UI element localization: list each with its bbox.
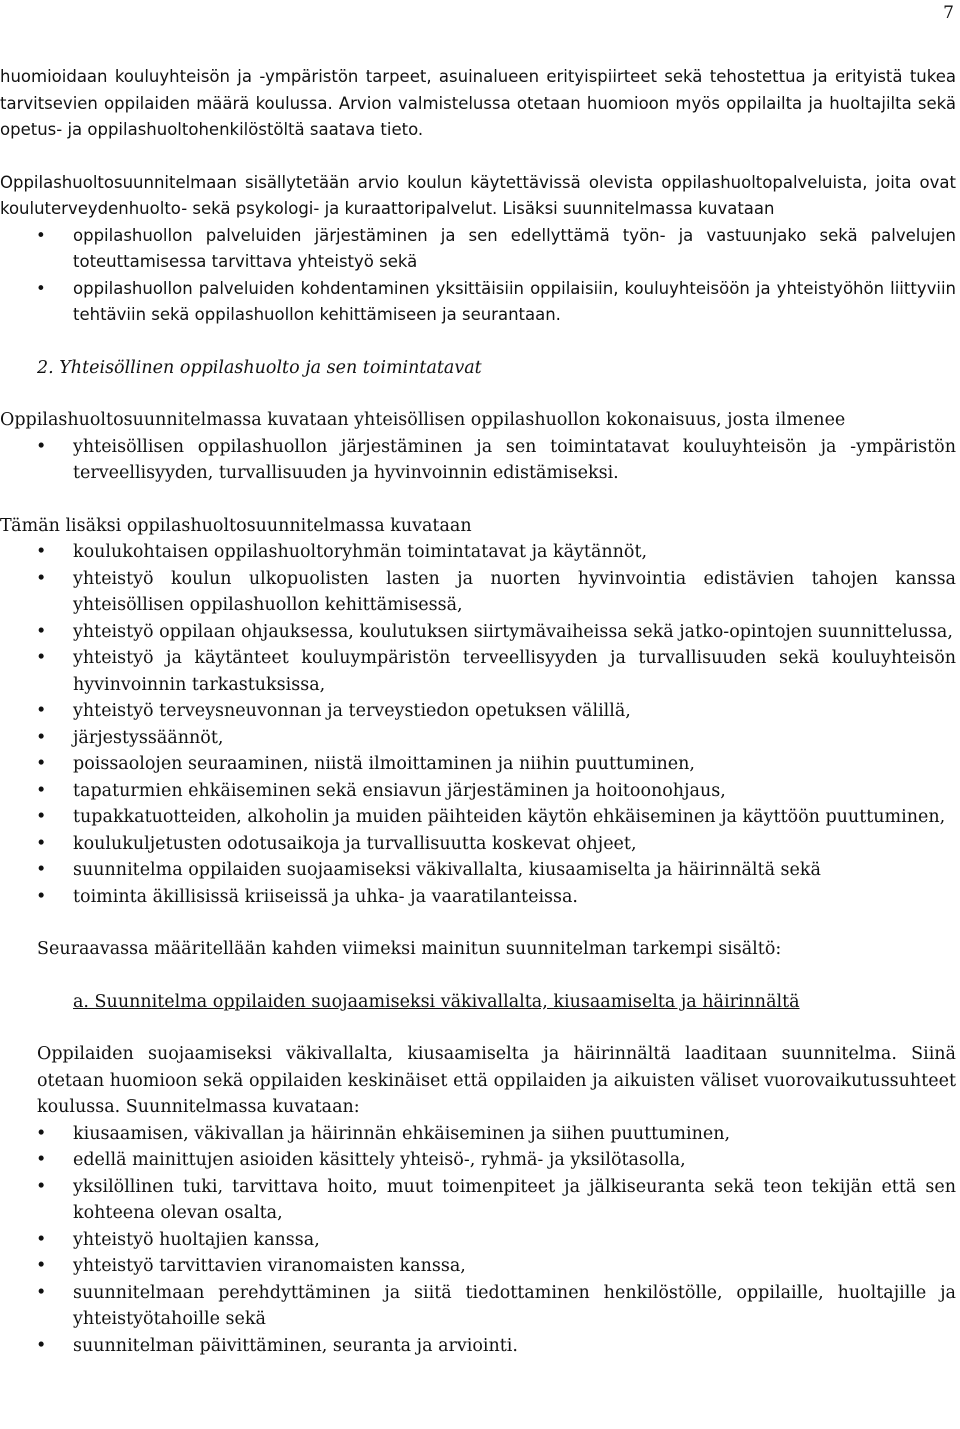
list-item: • yhteistyö koulun ulkopuolisten lasten ja nuorten hyvinvointia edistävien tahojen kanssa yhteisöllisen oppilashuollon kehittämisessä,	[0, 566, 956, 619]
section2-bullet-list	[0, 434, 956, 487]
bullet-icon: •	[36, 648, 47, 668]
additional-bullet-list	[0, 539, 956, 910]
spacer	[0, 963, 956, 989]
bullet-icon: •	[36, 754, 47, 774]
bullet-icon: •	[36, 542, 47, 562]
list-item: • yhteisöllisen oppilashuollon järjestäminen ja sen toimintatavat kouluyhteisön ja -ympäristön terveellisyyden, turvallisuuden ja hyvinvoinnin edistämiseksi.	[0, 434, 956, 487]
list-item: • yhteistyö oppilaan ohjauksessa, koulutuksen siirtymävaiheissa sekä jatko-opintojen suunnittelussa,	[0, 619, 956, 646]
additional-paragraph: Tämän lisäksi oppilashuoltosuunnitelmassa kuvataan	[0, 515, 472, 536]
spacer	[0, 487, 956, 513]
intro-paragraph: huomioidaan kouluyhteisön ja -ympäristön tarpeet, asuinalueen erityispiirteet sekä tehostettua ja erityistä tukea tarvitsevien oppilaiden määrä koulussa. Arvion valmistelussa otetaan huomioon myös oppilailta ja huoltajilta sekä opetus- ja oppilashuoltohenkilöstöltä saatava tieto.	[0, 67, 956, 139]
bullet-icon: •	[36, 727, 47, 748]
bullet-icon: •	[36, 1123, 47, 1144]
subsection-bullet-list	[0, 1121, 956, 1360]
list-item: • yksilöllinen tuki, tarvittava hoito, muut toimenpiteet ja jälkiseuranta sekä teon tekijän että sen kohteena olevan osalta,	[0, 1174, 956, 1227]
list-item: • koulukuljetusten odotusaikoja ja turvallisuutta koskevat ohjeet,	[0, 831, 956, 858]
spacer	[0, 910, 956, 936]
spacer	[0, 1015, 956, 1041]
section2-paragraph: Oppilashuoltosuunnitelmassa kuvataan yhteisöllisen oppilashuollon kokonaisuus, josta ilmenee	[0, 410, 846, 430]
page-number: 7	[943, 3, 954, 23]
list-item: • edellä mainittujen asioiden käsittely yhteisö-, ryhmä- ja yksilötasolla,	[0, 1147, 956, 1174]
bullet-icon: •	[36, 225, 46, 245]
spacer	[0, 381, 956, 407]
bullet-icon: •	[36, 1176, 47, 1197]
list-item: • yhteistyö tarvittavien viranomaisten kanssa,	[0, 1253, 956, 1280]
list-item: • suunnitelmaan perehdyttäminen ja siitä tiedottaminen henkilöstölle, oppilaille, huoltajille ja yhteistyötahoille sekä	[0, 1280, 956, 1333]
bullet-icon: •	[36, 621, 47, 642]
list-item: • järjestyssäännöt,	[0, 725, 956, 752]
bullet-icon: •	[36, 436, 47, 457]
bullet-icon: •	[36, 1282, 47, 1303]
bullet-icon: •	[36, 833, 47, 854]
list-item: • suunnitelman päivittäminen, seuranta ja arviointi.	[0, 1333, 956, 1360]
section-heading: 2. Yhteisöllinen oppilashuolto ja sen toimintatavat	[37, 357, 482, 378]
list-item: • koulukohtaisen oppilashuoltoryhmän toimintatavat ja käytännöt,	[0, 539, 956, 566]
bullet-icon: •	[36, 1256, 47, 1276]
bullet-icon: •	[36, 886, 47, 907]
list-item: • yhteistyö terveysneuvonnan ja terveystiedon opetuksen välillä,	[0, 698, 956, 725]
plan-bullet-list	[0, 223, 956, 329]
bullet-icon: •	[36, 1335, 47, 1356]
bullet-icon: •	[36, 807, 47, 827]
following-paragraph: Seuraavassa määritellään kahden viimeksi mainitun suunnitelman tarkempi sisältö:	[37, 939, 782, 959]
bullet-icon: •	[36, 278, 46, 298]
list-item: • toiminta äkillisissä kriiseissä ja uhka- ja vaaratilanteissa.	[0, 884, 956, 911]
spacer	[0, 329, 956, 355]
bullet-icon: •	[36, 780, 47, 801]
list-item: • tupakkatuotteiden, alkoholin ja muiden päihteiden käytön ehkäiseminen ja käyttöön puuttuminen,	[0, 804, 956, 831]
list-item: • kiusaamisen, väkivallan ja häirinnän ehkäiseminen ja siihen puuttuminen,	[0, 1121, 956, 1148]
bullet-icon: •	[36, 1229, 47, 1250]
subsection-heading: a. Suunnitelma oppilaiden suojaamiseksi väkivallalta, kiusaamiselta ja häirinnältä	[73, 991, 800, 1012]
subsection-paragraph: Oppilaiden suojaamiseksi väkivallalta, kiusaamiselta ja häirinnältä laaditaan suunnitelma. Siinä otetaan huomioon sekä oppilaiden keskinäiset että oppilaiden ja aikuisten väliset vuorovaikutussuhteet koulussa. Suunnitelmassa kuvataan:	[37, 1044, 956, 1117]
list-item: • oppilashuollon palveluiden järjestäminen ja sen edellyttämä työn- ja vastuunjako sekä palvelujen toteuttamisessa tarvittava yhteistyö sekä	[0, 223, 956, 276]
bullet-icon: •	[36, 701, 47, 721]
document-body	[0, 64, 956, 1359]
plan-paragraph: Oppilashuoltosuunnitelmaan sisällytetään arvio koulun käytettävissä olevista oppilashuoltopalveluista, joita ovat kouluterveydenhuolto- sekä psykologi- ja kuraattoripalvelut. Lisäksi suunnitelmassa kuvataan	[0, 172, 956, 218]
list-item: • yhteistyö huoltajien kanssa,	[0, 1227, 956, 1254]
bullet-icon: •	[36, 860, 47, 880]
list-item: • tapaturmien ehkäiseminen sekä ensiavun järjestäminen ja hoitoonohjaus,	[0, 778, 956, 805]
list-item: • poissaolojen seuraaminen, niistä ilmoittaminen ja niihin puuttuminen,	[0, 751, 956, 778]
bullet-icon: •	[36, 1150, 47, 1170]
spacer	[0, 144, 956, 170]
list-item: • oppilashuollon palveluiden kohdentaminen yksittäisiin oppilaisiin, kouluyhteisöön ja yhteistyöhön liittyviin tehtäviin sekä oppilashuollon kehittämiseen ja seurantaan.	[0, 276, 956, 329]
list-item: • suunnitelma oppilaiden suojaamiseksi väkivallalta, kiusaamiselta ja häirinnältä sekä	[0, 857, 956, 884]
list-item: • yhteistyö ja käytänteet kouluympäristön terveellisyyden ja turvallisuuden sekä kouluyhteisön hyvinvoinnin tarkastuksissa,	[0, 645, 956, 698]
bullet-icon: •	[36, 568, 47, 589]
